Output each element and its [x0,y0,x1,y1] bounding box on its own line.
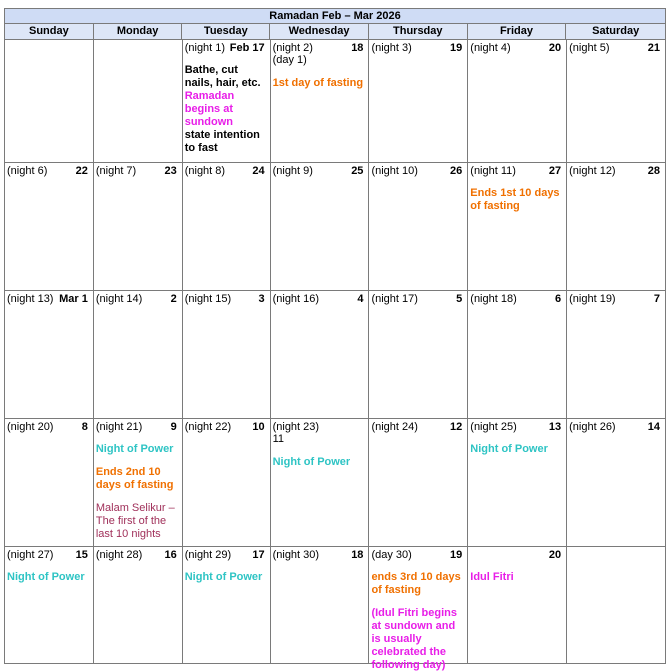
calendar-day-cell[interactable] [183,547,271,664]
event-note: Night of Power [184,571,263,583]
cell-header [569,42,663,54]
cell-header [7,549,91,561]
day-number: 12 [450,421,463,433]
cell-header [569,421,663,433]
cell-header [273,165,367,177]
day-number: 5 [456,293,463,305]
day-number: 17 [252,549,265,561]
event-note: Night of Power [272,456,351,468]
calendar-day-cell[interactable] [271,163,370,291]
night-label: (night 27) [7,549,54,561]
night-label: (night 18) [470,293,517,305]
night-label: (night 9) [272,165,313,177]
calendar-day-cell[interactable] [567,291,666,419]
cell-header [7,421,91,433]
calendar-day-cell[interactable] [183,419,271,547]
event-note: (Idul Fitri begins at sundown and is usually celebrated the following day) [371,607,457,671]
night-label: (night 12) [569,165,616,177]
calendar-day-cell[interactable] [183,291,271,419]
cell-header [569,293,663,305]
calendar-day-cell[interactable] [94,291,183,419]
day-number: 3 [258,293,265,305]
night-label: (night 23) [272,421,320,433]
event-note: Malam Selikur – The first of the last 10 nights [95,502,175,540]
day-number: 23 [164,165,177,177]
event-note: ends 3rd 10 days of fasting [371,571,461,596]
night-label: (night 8) [184,165,226,177]
day-number: 4 [357,293,364,305]
day-number: 18 [351,42,364,54]
calendar-week [5,40,666,163]
night-label: (night 6) [7,165,48,177]
sub-label: (day 1) [272,54,307,66]
weekday-tuesday: Tuesday [182,24,270,39]
cell-header [273,293,367,305]
calendar-day-cell[interactable] [271,40,370,163]
calendar-week [5,419,666,547]
weekday-saturday: Saturday [592,25,640,37]
weekday-friday: Friday [468,24,567,39]
day-number: 21 [647,42,660,54]
cell-header [470,293,564,305]
night-label: (night 1) [184,42,226,54]
night-label: (night 30) [272,549,320,561]
cell-header [371,421,465,433]
event-note: Night of Power [95,443,174,455]
cell-header [96,165,180,177]
day-number: 2 [170,293,177,305]
night-label: (night 7) [95,165,137,177]
calendar-day-cell[interactable] [567,163,666,291]
cell-header [470,421,564,433]
event-note: Ends 2nd 10 days of fasting [95,466,174,491]
calendar-day-cell[interactable] [468,40,567,163]
event-note: Idul Fitri [470,571,514,583]
cell-header [96,549,180,561]
cell-header [371,293,465,305]
day-number: 24 [252,165,265,177]
day-number: 20 [548,549,562,561]
day-number: 20 [548,42,562,54]
night-label: (night 15) [184,293,232,305]
day-number: 26 [450,165,463,177]
cell-header [96,293,180,305]
day-number: Feb 17 [229,42,265,54]
weekday-thursday: Thursday [369,24,468,39]
day-number: 18 [351,549,364,561]
cell-header [96,421,180,433]
night-label: (night 13) [7,293,54,305]
calendar-week [5,547,666,671]
ramadan-calendar [4,8,666,671]
event-note: Ends 1st 10 days of fasting [470,187,560,212]
day-number: 22 [75,165,88,177]
cell-header [7,165,91,177]
cell-header [185,293,268,305]
day-number: 10 [252,421,265,433]
cell-header [185,165,268,177]
cell-header [7,293,91,305]
weekday-sunday: Sunday [5,24,94,39]
night-label: (night 16) [272,293,320,305]
night-label: (night 29) [184,549,232,561]
day-number: 28 [647,165,660,177]
calendar-day-cell[interactable] [5,291,94,419]
calendar-day-cell[interactable] [567,419,666,547]
night-label: (night 25) [470,421,517,433]
day-number: 25 [351,165,364,177]
calendar-day-cell[interactable] [5,40,94,163]
calendar-day-cell[interactable] [468,163,567,291]
cell-header [470,549,564,561]
night-label: (night 28) [95,549,143,561]
night-label: (night 4) [470,42,511,54]
night-label: (night 22) [184,421,232,433]
cell-header [273,549,367,561]
day-number: 19 [450,42,463,54]
day-number: 15 [75,549,88,561]
calendar-week [5,291,666,419]
cell-header [185,42,268,54]
night-label: (night 24) [371,421,418,433]
calendar-day-cell[interactable] [5,419,94,547]
event-note: 1st day of fasting [272,77,364,89]
calendar-title: Ramadan Feb – Mar 2026 [4,8,666,23]
event-note: Bathe, cut nails, hair, etc. [184,64,261,89]
cell-header [470,42,564,54]
day-number: 7 [653,293,660,305]
calendar-day-cell[interactable] [271,291,370,419]
calendar-day-cell[interactable] [567,547,666,664]
night-label: (night 21) [95,421,143,433]
calendar-day-cell[interactable] [5,547,94,664]
cell-header [371,165,465,177]
sub-label: 11 [272,433,285,445]
night-label: (night 26) [569,421,616,433]
calendar-day-cell[interactable] [468,291,567,419]
calendar-day-cell[interactable] [468,547,567,664]
event-note: Night of Power [470,443,548,455]
cell-header [273,42,367,54]
cell-header [569,165,663,177]
calendar-grid [4,39,666,671]
cell-header [273,421,367,433]
calendar-day-cell[interactable] [567,40,666,163]
night-label: (night 17) [371,293,418,305]
day-number: 27 [548,165,562,177]
weekday-monday: Monday [94,24,183,39]
night-label: (night 10) [371,165,418,177]
calendar-day-cell[interactable] [369,40,468,163]
day-number: 16 [164,549,177,561]
event-note: Night of Power [7,571,85,583]
weekday-wednesday: Wednesday [270,24,369,39]
calendar-day-cell[interactable] [468,419,567,547]
event-note: state intention to fast [184,129,260,154]
day-number [363,421,366,433]
cell-header [185,421,268,433]
day-number: 13 [548,421,562,433]
calendar-day-cell[interactable] [183,40,271,163]
cell-header [371,549,465,561]
night-label: (night 19) [569,293,616,305]
cell-header [470,165,564,177]
day-number: Mar 1 [59,293,88,305]
calendar-day-cell[interactable] [94,547,183,664]
calendar-day-cell[interactable] [369,163,468,291]
day-number: 8 [81,421,88,433]
calendar-day-cell[interactable] [5,163,94,291]
day-number: 19 [450,549,463,561]
night-label: (night 3) [371,42,412,54]
calendar-day-cell[interactable] [94,419,183,547]
night-label: (night 2) [272,42,313,54]
event-note: Ramadan begins at sundown [184,90,235,128]
calendar-day-cell[interactable] [94,40,183,163]
night-label: (night 14) [95,293,143,305]
calendar-day-cell[interactable] [369,547,468,671]
cell-header [185,549,268,561]
calendar-day-cell[interactable] [94,163,183,291]
calendar-day-cell[interactable] [369,419,468,547]
calendar-day-cell[interactable] [369,291,468,419]
calendar-day-cell[interactable] [271,419,370,547]
cell-header [371,42,465,54]
day-number: 14 [647,421,660,433]
weekday-header [4,23,666,39]
calendar-week [5,163,666,291]
night-label: (night 20) [7,421,54,433]
day-number: 6 [555,293,562,305]
night-label: (night 5) [569,42,610,54]
night-label: (day 30) [371,549,412,561]
day-number: 9 [170,421,177,433]
calendar-day-cell[interactable] [271,547,370,664]
calendar-day-cell[interactable] [183,163,271,291]
night-label: (night 11) [470,165,516,177]
